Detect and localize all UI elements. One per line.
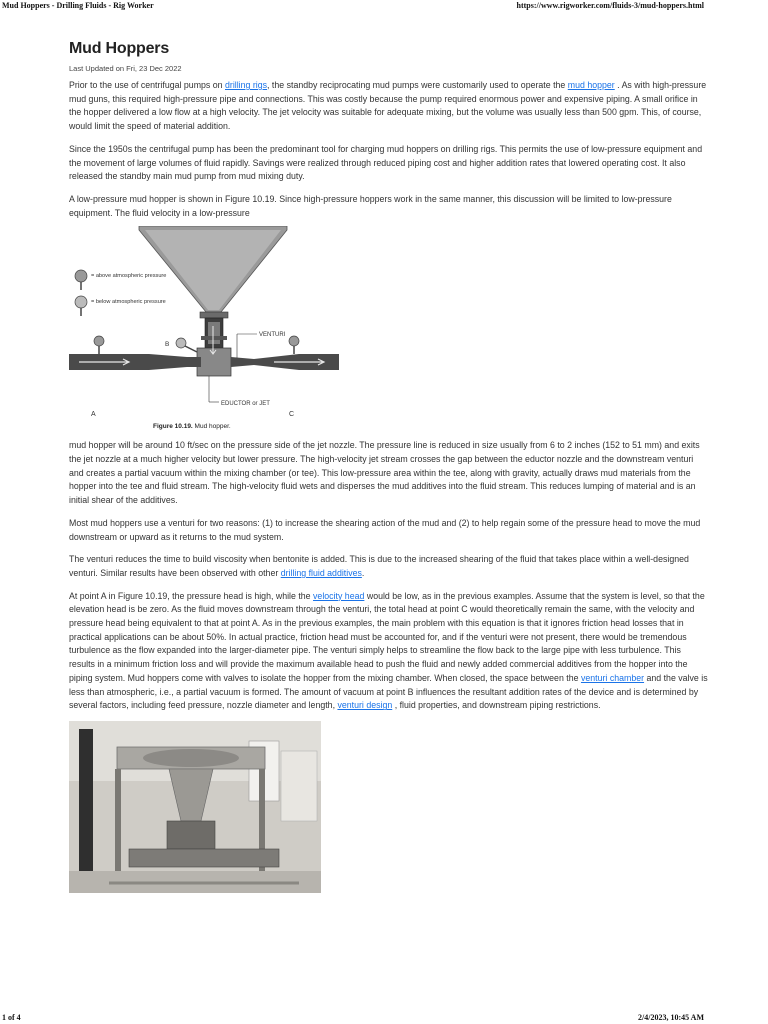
label-eductor: EDUCTOR or JET xyxy=(221,401,270,408)
print-timestamp: 2/4/2023, 10:45 AM xyxy=(638,1013,704,1022)
link-drilling-fluid-additives[interactable]: drilling fluid additives xyxy=(280,567,362,578)
page-title: Mud Hoppers xyxy=(69,40,170,57)
gauge-a xyxy=(94,336,104,354)
article xyxy=(69,40,709,893)
photo-valve xyxy=(167,821,215,849)
link-velocity-head[interactable]: velocity head xyxy=(313,590,365,601)
paragraph-venturi-reasons: Most mud hoppers use a venturi for two reasons: (1) to increase the shearing action of the mud and (2) to help regain some of the pressure head to move the mud downstream or upward as it returns to the mud system. xyxy=(69,517,701,542)
paragraph-centrifugal: Since the 1950s the centrifugal pump has been the predominant tool for charging mud hoppers on drilling rigs. This permits the use of low-pressure equipment and the movement of large volumes of fluid rapidly. Savings were realized through reduced piping cost and higher addition rates that lowered operating cost. It also released the standby main mud pump from mud mixing duty. xyxy=(69,143,703,182)
print-footer xyxy=(0,1012,768,1024)
gauge-c xyxy=(289,336,299,354)
link-venturi-design[interactable]: venturi design xyxy=(337,700,393,711)
hopper-flange xyxy=(200,312,228,318)
print-header xyxy=(0,0,768,12)
photo-hopper-bowl xyxy=(143,749,239,767)
legend-above-text: = above atmospheric pressure xyxy=(91,273,167,280)
print-header-url: https://www.rigworker.com/fluids-3/mud-hoppers.html xyxy=(516,1,704,10)
gauge-below-legend xyxy=(75,296,87,316)
label-point-a: A xyxy=(91,411,96,419)
last-updated: Last Updated on Fri, 23 Dec 2022 xyxy=(69,64,182,73)
gauge-above-legend xyxy=(75,270,87,290)
link-drilling-rigs[interactable]: drilling rigs xyxy=(225,80,268,90)
paragraph-intro: Prior to the use of centrifugal pumps on drilling rigs, the standby reciprocating mud pumps were customarily used to operate the mud hopper . As with high-pressure mud guns, this required high-pressure pipe and connections. This was costly because the pump required enormous power and expensive piping. A small orifice in the hopper delivered a low flow at a high velocity. The jet velocity was suitable for adequate mixing, but the volume was usually less than 500 gpm. This, of course, would limit the speed of material addition. xyxy=(69,80,707,132)
print-header-title: Mud Hoppers - Drilling Fluids - Rig Worker xyxy=(2,1,154,10)
mud-hopper-diagram xyxy=(69,226,339,436)
hopper-funnel-face xyxy=(145,230,281,310)
figure-mud-hopper xyxy=(69,226,339,436)
valve-flange xyxy=(201,336,227,340)
paragraph-viscosity: The venturi reduces the time to build viscosity when bentonite is added. This is due to the increased shearing of the fluid that takes place within a well-designed venturi. Similar results have been observed with other drilling fluid additives. xyxy=(69,554,689,578)
paragraph-low-pressure: A low-pressure mud hopper is shown in Figure 10.19. Since high-pressure hoppers work in the same manner, this discussion will be limited to low-pressure equipment. The fluid velocity in a low-pressure xyxy=(69,193,672,218)
link-mud-hopper[interactable]: mud hopper xyxy=(567,80,615,90)
photo-frame-post xyxy=(79,729,93,893)
mud-hopper-photo xyxy=(69,721,321,893)
legend-below-text: = below atmospheric pressure xyxy=(91,299,166,306)
eductor-nozzle xyxy=(187,357,201,367)
page-number: 1 of 4 xyxy=(2,1013,21,1022)
link-venturi-chamber[interactable]: venturi chamber xyxy=(580,672,645,683)
photo-illustration xyxy=(69,721,321,893)
photo-pipe xyxy=(129,849,279,867)
label-venturi: VENTURI xyxy=(259,332,286,339)
label-point-b: B xyxy=(165,341,170,349)
venturi-throat xyxy=(231,357,254,367)
paragraph-velocity: mud hopper will be around 10 ft/sec on the pressure side of the jet nozzle. The pressure line is reduced in size usually from 6 to 2 inches (152 to 51 mm) and exits the jet nozzle at a much higher velocity but lower pressure. The high-velocity jet stream crosses the gap between the eductor nozzle and the downstream venturi and creates a partial vacuum within the mixing chamber (or tee). This low-pressure area within the tee, along with gravity, actually draws mud materials from the hopper into the tee and fluid stream. The high-velocity fluid wets and disperses the mud additives into the fluid stream. This reduces lumping of material and is an initial shear of the additives. xyxy=(69,440,700,506)
valve-body xyxy=(208,322,220,344)
paragraph-pressure-head: At point A in Figure 10.19, the pressure head is high, while the velocity head would be low, as in the previous examples. Assume that the system is level, so that the elevation head is be zero. As the fluid moves downstream through the venturi, the total head at point C would theoretically remain the same, with the velocity and pressure head being equivalent to that at point A. As in the previous examples, the main problem with this equation is that it ignores friction head losses that in practical applications can be about 50%. In actual practice, friction head must be accounted for, and if the venturi were not present, there would be tremendous turbulence as the flow expanded into the larger-diameter pipe. The venturi simply helps to streamline the flow back to the large pipe with less turbulence. This results in a minimum friction loss and will provide the maximum available head to push the fluid and newly added commercial additives from the hopper into the piping system. Mud hoppers come with valves to isolate the hopper from the mixing chamber. When closed, the space between the venturi chamber and the valve is less than atmospheric, i.e., a partial vacuum is formed. The amount of vacuum at point B influences the resultant addition rates of the device and is determined by several factors, including feed pressure, nozzle diameter and length, venturi design , fluid properties, and downstream piping restrictions. xyxy=(69,590,708,711)
pipe-reducer xyxy=(149,354,187,370)
label-point-c: C xyxy=(289,411,295,419)
gauge-b xyxy=(176,338,197,352)
figure-caption: Figure 10.19. Mud hopper. xyxy=(153,423,231,431)
